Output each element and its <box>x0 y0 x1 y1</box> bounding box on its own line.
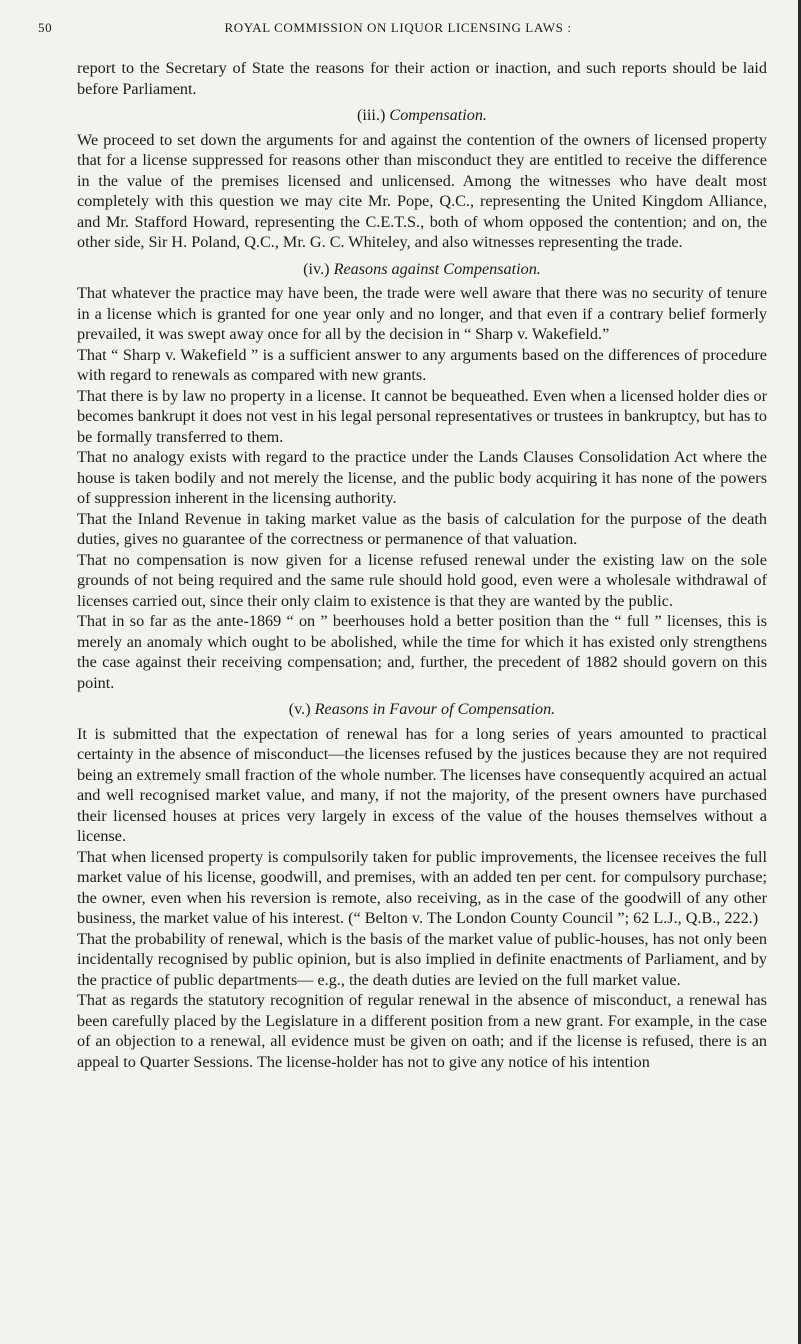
paragraph: That no compensation is now given for a license refused renewal under the existing law on the sole grounds of not being required and the same rule should hold good, even were a wholesale withdrawal of licenses carried out, since their only claim to existence is that they are wanted by the public. <box>77 550 767 610</box>
section-number: (iv.) <box>303 259 330 278</box>
page-number: 50 <box>38 20 53 35</box>
paragraph: That the probability of renewal, which is the basis of the market value of public-houses, has not only been incidentally recognised by public opinion, but is also implied in definite enactments of Parliament, and by the practice of public departments— e.g., the death duties are levied on the full market value. <box>77 929 767 989</box>
paragraph: report to the Secretary of State the reasons for their action or inaction, and such reports should be laid before Parliament. <box>77 59 767 98</box>
section-title: Compensation. <box>389 106 487 124</box>
paragraph: That there is by law no property in a license. It cannot be bequeathed. Even when a licensed holder dies or becomes bankrupt it does not vest in his legal personal representatives or trustees in bankruptcy, but has to be formally transferred to them. <box>77 386 767 446</box>
section-heading <box>77 105 767 126</box>
section-title: Reasons in Favour of Compensation. <box>314 700 556 718</box>
body-text <box>77 58 767 1072</box>
paragraph: We proceed to set down the arguments for and against the contention of the owners of licensed property that for a license suppressed for reasons other than misconduct they are entitled to receive the difference in the value of the premises licensed and unlicensed. Among the witnesses who have dealt most completely with this question we may cite Mr. Pope, Q.C., representing the United Kingdom Alliance, and Mr. Stafford Howard, representing the C.E.T.S., both of whom opposed the contention; and on, the other side, Sir H. Poland, Q.C., Mr. G. C. Whiteley, and also witnesses representing the trade. <box>77 130 767 251</box>
page-header <box>38 20 758 40</box>
paragraph: That when licensed property is compulsorily taken for public improvements, the licensee receives the full market value of his license, goodwill, and premises, with an added ten per cent. for compulsory purchase; the owner, even when his reversion is remote, also receiving, as in the case of the goodwill of any other business, the market value of his interest. (“ Belton v. The London County Council ”; 62 L.J., Q.B., 222.) <box>77 847 767 927</box>
section-title: Reasons against Compensation. <box>333 259 541 278</box>
paragraph: That “ Sharp v. Wakefield ” is a sufficient answer to any arguments based on the differences of procedure with regard to renewals as compared with new grants. <box>77 345 767 384</box>
section-number: (iii.) <box>357 106 386 124</box>
paragraph: That the Inland Revenue in taking market value as the basis of calculation for the purpose of the death duties, gives no guarantee of the correctness or permanence of that valuation. <box>77 509 767 548</box>
paragraph: It is submitted that the expectation of renewal has for a long series of years amounted to practical certainty in the absence of misconduct—the licenses refused by the justices because they are not required being an extremely small fraction of the whole number. The licenses have consequently acquired an actual and well recognised market value, and many, if not the majority, of the present owners have purchased their licensed houses at prices very largely in excess of the value of the houses themselves without a license. <box>77 724 767 845</box>
section-number: (v.) <box>288 700 311 718</box>
section-heading <box>77 699 767 720</box>
paragraph: That no analogy exists with regard to the practice under the Lands Clauses Consolidation Act where the house is taken bodily and not merely the license, and the public body acquiring it has none of the powers of suppression inherent in the licensing authority. <box>77 448 767 507</box>
section-heading <box>77 259 767 280</box>
running-head: ROYAL COMMISSION ON LIQUOR LICENSING LAWS : <box>224 20 572 35</box>
paragraph: That whatever the practice may have been, the trade were well aware that there was no security of tenure in a license which is granted for one year only and no longer, and that even if a contrary belief formerly prevailed, it was swept away once for all by the decision in “ Sharp v. Wakefield.” <box>77 284 767 343</box>
paragraph: That in so far as the ante-1869 “ on ” beerhouses hold a better position than the “ full ” licenses, this is merely an anomaly which ought to be abolished, while the time for which it has existed only strengthens the case against their receiving compensation; and, further, the precedent of 1882 should govern on this point. <box>77 612 767 692</box>
paragraph: That as regards the statutory recognition of regular renewal in the absence of misconduct, a renewal has been carefully placed by the Legislature in a different position from a new grant. For example, in the case of an objection to a renewal, all evidence must be given on oath; and if the license is refused, there is an appeal to Quarter Sessions. The license-holder has not to give any notice of his intention <box>77 991 767 1071</box>
